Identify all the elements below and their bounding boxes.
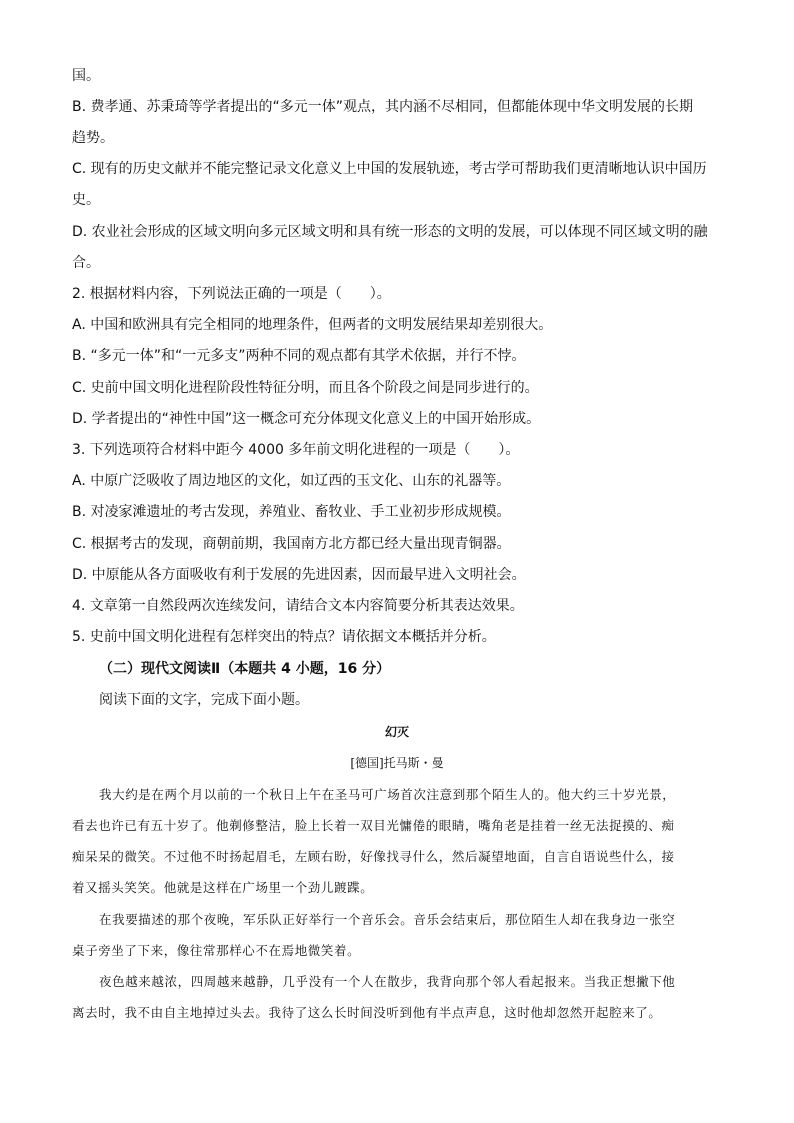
question-5: 5. 史前中国文明化进程有怎样突出的特点？请依据文本概括并分析。 — [72, 629, 496, 645]
question-2-option-c: C. 史前中国文明化进程阶段性特征分明，而且各个阶段之间是同步进行的。 — [72, 380, 539, 396]
option-d-line2: 合。 — [72, 255, 100, 271]
question-2-stem: 2. 根据材料内容，下列说法正确的一项是（ ）。 — [72, 286, 391, 302]
section-heading: （二）现代文阅读Ⅱ（本题共 4 小题，16 分） — [99, 661, 391, 677]
option-b-line1: B. 费孝通、苏秉琦等学者提出的“多元一体”观点，其内涵不尽相同，但都能体现中华文明发展的长期 — [72, 99, 694, 115]
question-3-stem: 3. 下列选项符合材料中距今 4000 多年前文明化进程的一项是（ ）。 — [72, 442, 520, 458]
story-author: [德国]托马斯・曼 — [350, 756, 444, 770]
story-paragraph-3-line-2: 离去时，我不由自主地掉过头去。我待了这么长时间没听到他有半点声息，这时他却忽然开起腔来了。 — [72, 1005, 662, 1020]
question-2-option-d: D. 学者提出的“神性中国”这一概念可充分体现文化意义上的中国开始形成。 — [72, 411, 541, 427]
story-paragraph-1-line-3: 痴呆呆的微笑。不过他不时扬起眉毛，左顾右盼，好像找寻什么，然后凝望地面，自言自语说些什么，接 — [72, 849, 675, 864]
option-b-line2: 趋势。 — [72, 130, 114, 146]
section-instruction: 阅读下面的文字，完成下面小题。 — [99, 692, 309, 708]
option-a-tail: 国。 — [72, 68, 100, 84]
question-3-option-b: B. 对凌家滩遗址的考古发现，养殖业、畜牧业、手工业初步形成规模。 — [72, 504, 511, 520]
question-4: 4. 文章第一自然段两次连续发问，请结合文本内容简要分析其表达效果。 — [72, 598, 524, 614]
question-3-option-c: C. 根据考古的发现，商朝前期，我国南方北方都已经大量出现青铜器。 — [72, 536, 511, 552]
story-paragraph-1-line-1: 我大约是在两个月以前的一个秋日上午在圣马可广场首次注意到那个陌生人的。他大约三十岁光景， — [99, 787, 676, 802]
option-d-line1: D. 农业社会形成的区域文明向多元区域文明和具有统一形态的文明的发展，可以体现不同区域文明的融 — [72, 224, 708, 240]
story-paragraph-2-line-1: 在我要描述的那个夜晚，军乐队正好举行一个音乐会。音乐会结束后，那位陌生人却在我身边一张空 — [99, 912, 676, 927]
story-paragraph-2-line-2: 桌子旁坐了下来，像往常那样心不在焉地微笑着。 — [72, 943, 361, 958]
question-2-option-b: B. “多元一体”和“一元多支”两种不同的观点都有其学术依据，并行不悖。 — [72, 348, 526, 364]
story-title: 幻灭 — [384, 725, 409, 739]
question-3-option-d: D. 中原能从各方面吸收有利于发展的先进因素，因而最早进入文明社会。 — [72, 567, 526, 583]
option-c-line2: 史。 — [72, 192, 100, 208]
story-paragraph-1-line-2: 看去也许已有五十岁了。他剃修整洁，脸上长着一双目光慵倦的眼睛，嘴角老是挂着一丝无法捉摸的、痴 — [72, 818, 675, 833]
question-3-option-a: A. 中原广泛吸收了周边地区的文化，如辽西的玉文化、山东的礼器等。 — [72, 473, 511, 489]
story-paragraph-1-line-4: 着又摇头笑笑。他就是这样在广场里一个劲儿踱蹀。 — [72, 880, 374, 895]
story-paragraph-3-line-1: 夜色越来越浓，四周越来越静，几乎没有一个人在散步，我背向那个邻人看起报来。当我正想撇下他 — [99, 974, 676, 989]
option-c-line1: C. 现有的历史文献并不能完整记录文化意义上中国的发展轨迹，考古学可帮助我们更清晰地认识中国历 — [72, 161, 707, 177]
question-2-option-a: A. 中国和欧洲具有完全相同的地理条件，但两者的文明发展结果却差别很大。 — [72, 317, 553, 333]
